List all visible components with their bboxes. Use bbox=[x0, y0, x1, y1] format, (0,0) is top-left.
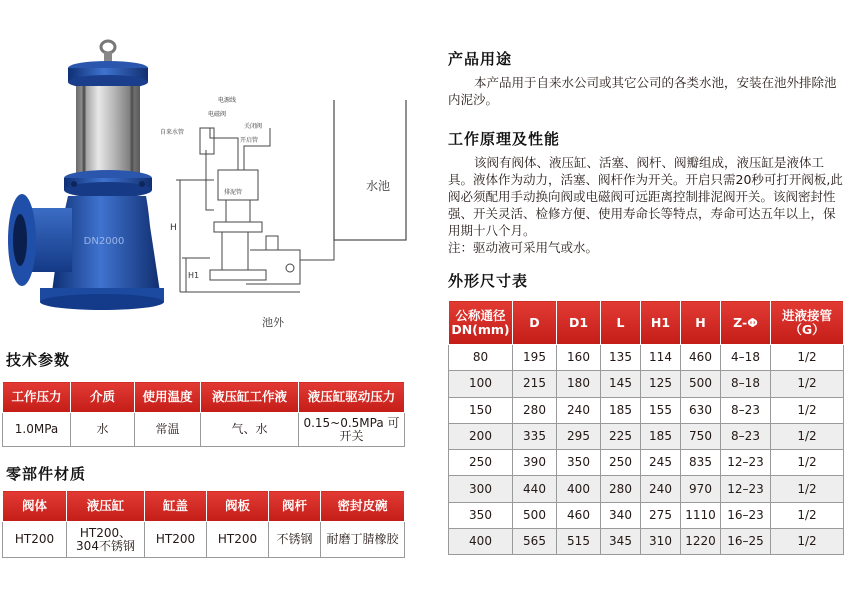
table-cell: HT200、304不锈钢 bbox=[67, 522, 145, 558]
principle-note: 注：驱动液可采用气或水。 bbox=[448, 240, 599, 255]
principle-title: 工作原理及性能 bbox=[448, 130, 561, 148]
table-cell: 350 bbox=[449, 502, 513, 528]
table-cell: 185 bbox=[641, 423, 681, 449]
th-l: L bbox=[601, 301, 641, 345]
valve-marking: DN2000 bbox=[83, 236, 125, 247]
table-cell: 耐磨丁腈橡胶 bbox=[321, 522, 405, 558]
table-cell: 16–23 bbox=[721, 502, 771, 528]
table-cell: 185 bbox=[601, 397, 641, 423]
dimensions-body bbox=[449, 345, 844, 555]
table-cell: 1.0MPa bbox=[3, 413, 71, 447]
table-cell: 345 bbox=[601, 529, 641, 555]
th-dn: 公称通径DN(mm) bbox=[449, 301, 513, 345]
table-cell: 不锈钢 bbox=[269, 522, 321, 558]
table-cell: 340 bbox=[601, 502, 641, 528]
table-cell: 390 bbox=[513, 450, 557, 476]
table-cell: 8–18 bbox=[721, 371, 771, 397]
th-d: D bbox=[513, 301, 557, 345]
label-pool: 水池 bbox=[366, 179, 391, 193]
parts-material-table bbox=[2, 490, 405, 558]
table-cell: 240 bbox=[641, 476, 681, 502]
table-cell: 295 bbox=[557, 423, 601, 449]
th-plate: 阀板 bbox=[207, 491, 269, 522]
table-row bbox=[449, 476, 844, 502]
table-cell: 225 bbox=[601, 423, 641, 449]
table-cell: 1/2 bbox=[771, 450, 844, 476]
table-row bbox=[449, 345, 844, 371]
th-body: 阀体 bbox=[3, 491, 67, 522]
table-cell: 1220 bbox=[681, 529, 721, 555]
table-cell: 310 bbox=[641, 529, 681, 555]
table-cell: 8–23 bbox=[721, 423, 771, 449]
table-cell: 400 bbox=[449, 529, 513, 555]
table-cell: 160 bbox=[557, 345, 601, 371]
installation-diagram bbox=[176, 100, 406, 292]
table-cell: 1/2 bbox=[771, 476, 844, 502]
table-cell: 565 bbox=[513, 529, 557, 555]
th-temperature: 使用温度 bbox=[135, 382, 201, 413]
table-cell: 460 bbox=[557, 502, 601, 528]
table-cell: 12–23 bbox=[721, 450, 771, 476]
table-row bbox=[3, 522, 405, 558]
valve-illustration bbox=[0, 30, 420, 340]
table-cell: 1110 bbox=[681, 502, 721, 528]
tech-params-table bbox=[2, 381, 405, 447]
table-cell: 145 bbox=[601, 371, 641, 397]
th-h: H bbox=[681, 301, 721, 345]
table-cell: 114 bbox=[641, 345, 681, 371]
table-row bbox=[449, 397, 844, 423]
label-height-H: H bbox=[170, 223, 177, 233]
th-cover: 缸盖 bbox=[145, 491, 207, 522]
table-cell: 240 bbox=[557, 397, 601, 423]
th-cylinder-fluid: 液压缸工作液 bbox=[201, 382, 299, 413]
table-cell: 1/2 bbox=[771, 397, 844, 423]
table-cell: 8–23 bbox=[721, 397, 771, 423]
table-cell: 常温 bbox=[135, 413, 201, 447]
table-cell: 气、水 bbox=[201, 413, 299, 447]
diagram-labels bbox=[160, 96, 390, 329]
table-cell: 16–25 bbox=[721, 529, 771, 555]
table-cell: 180 bbox=[557, 371, 601, 397]
table-cell: 250 bbox=[601, 450, 641, 476]
table-row bbox=[449, 529, 844, 555]
label-height-H1: H1 bbox=[188, 271, 200, 280]
table-cell: 125 bbox=[641, 371, 681, 397]
table-cell: HT200 bbox=[207, 522, 269, 558]
table-cell: 750 bbox=[681, 423, 721, 449]
th-h1: H1 bbox=[641, 301, 681, 345]
table-cell: 250 bbox=[449, 450, 513, 476]
table-cell: 280 bbox=[601, 476, 641, 502]
table-cell: 1/2 bbox=[771, 345, 844, 371]
label-close-valve: 关闭阀 bbox=[244, 123, 263, 130]
table-cell: 200 bbox=[449, 423, 513, 449]
label-tap-water-pipe: 自来水管 bbox=[160, 129, 185, 136]
table-cell: 400 bbox=[557, 476, 601, 502]
label-solenoid: 电磁阀 bbox=[208, 111, 227, 118]
table-cell: HT200 bbox=[3, 522, 67, 558]
th-seal: 密封皮碗 bbox=[321, 491, 405, 522]
table-cell: 500 bbox=[513, 502, 557, 528]
th-medium: 介质 bbox=[71, 382, 135, 413]
product-use-title: 产品用途 bbox=[448, 50, 513, 68]
table-cell: 335 bbox=[513, 423, 557, 449]
table-cell: 0.15~0.5MPa 可开关 bbox=[299, 413, 405, 447]
table-cell: 275 bbox=[641, 502, 681, 528]
table-row bbox=[3, 413, 405, 447]
table-cell: 1/2 bbox=[771, 423, 844, 449]
table-row bbox=[449, 450, 844, 476]
table-cell: 1/2 bbox=[771, 502, 844, 528]
table-cell: 195 bbox=[513, 345, 557, 371]
table-cell: 80 bbox=[449, 345, 513, 371]
label-open-pipe: 开启管 bbox=[240, 137, 259, 144]
th-d1: D1 bbox=[557, 301, 601, 345]
th-z-phi: Z-Φ bbox=[721, 301, 771, 345]
table-cell: 440 bbox=[513, 476, 557, 502]
table-cell: 630 bbox=[681, 397, 721, 423]
table-cell: 1/2 bbox=[771, 371, 844, 397]
product-use-text: 本产品用于自来水公司或其它公司的各类水池，安装在池外排除池内泥沙。 bbox=[448, 75, 837, 107]
table-cell: 135 bbox=[601, 345, 641, 371]
table-cell: 水 bbox=[71, 413, 135, 447]
table-cell: 280 bbox=[513, 397, 557, 423]
dimensions-title: 外形尺寸表 bbox=[448, 272, 529, 290]
valve-photo bbox=[8, 41, 164, 310]
th-cylinder: 液压缸 bbox=[67, 491, 145, 522]
th-pressure: 工作压力 bbox=[3, 382, 71, 413]
table-row bbox=[449, 502, 844, 528]
table-cell: 350 bbox=[557, 450, 601, 476]
table-cell: 245 bbox=[641, 450, 681, 476]
table-cell: 515 bbox=[557, 529, 601, 555]
table-row bbox=[449, 371, 844, 397]
th-stem: 阀杆 bbox=[269, 491, 321, 522]
table-cell: 4–18 bbox=[721, 345, 771, 371]
table-cell: HT200 bbox=[145, 522, 207, 558]
principle-text: 该阀有阀体、液压缸、活塞、阀杆、阀瓣组成，液压缸是液体工具。液体作为动力，活塞、阀杆作为开关。开启只需20秒可打开阀板,此阀必须配用手动换向阀或电磁阀可远距离控制排泥阀开关。该阀密封性强、开关灵活、检修方便、使用寿命长等特点，寿命可达五年以上，保用期十八个月。 注：驱动液可采用气或水。 bbox=[448, 155, 843, 255]
table-cell: 835 bbox=[681, 450, 721, 476]
parts-material-title: 零部件材质 bbox=[6, 465, 87, 483]
label-outside-pool: 池外 bbox=[262, 316, 284, 329]
table-cell: 300 bbox=[449, 476, 513, 502]
table-cell: 155 bbox=[641, 397, 681, 423]
dimensions-table bbox=[448, 300, 844, 555]
tech-params-title: 技术参数 bbox=[6, 351, 71, 369]
table-cell: 500 bbox=[681, 371, 721, 397]
th-inlet-pipe: 进液接管（G） bbox=[771, 301, 844, 345]
table-cell: 150 bbox=[449, 397, 513, 423]
label-power-wire: 电源线 bbox=[218, 97, 237, 104]
label-drain-pipe: 排泥管 bbox=[224, 189, 243, 196]
table-cell: 460 bbox=[681, 345, 721, 371]
table-cell: 12–23 bbox=[721, 476, 771, 502]
table-cell: 215 bbox=[513, 371, 557, 397]
table-cell: 100 bbox=[449, 371, 513, 397]
table-row bbox=[449, 423, 844, 449]
table-cell: 970 bbox=[681, 476, 721, 502]
th-drive-pressure: 液压缸驱动压力 bbox=[299, 382, 405, 413]
table-cell: 1/2 bbox=[771, 529, 844, 555]
